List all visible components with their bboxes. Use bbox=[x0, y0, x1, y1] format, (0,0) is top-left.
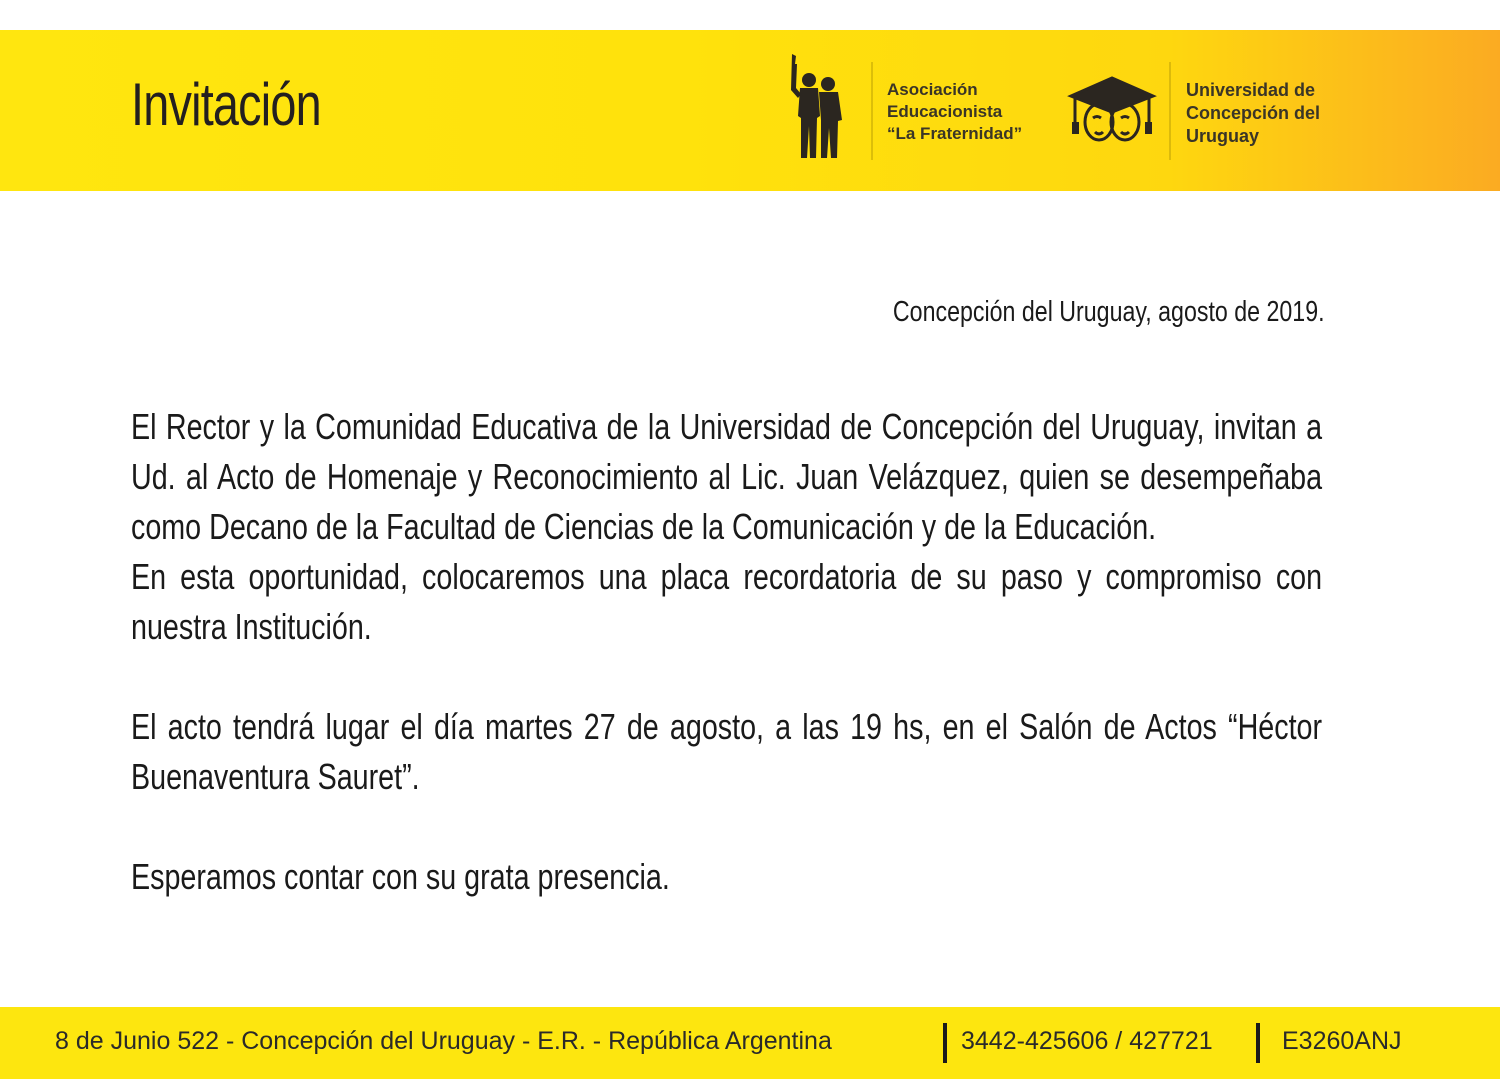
university-name bbox=[1186, 79, 1320, 148]
header-divider-2 bbox=[1169, 62, 1171, 160]
header-divider bbox=[871, 62, 873, 160]
letter-date: Concepción del Uruguay, agosto de 2019. bbox=[893, 296, 1325, 328]
letter-paragraph-4: Esperamos contar con su grata presencia. bbox=[131, 856, 670, 897]
university-line-3: Uruguay bbox=[1186, 126, 1260, 146]
letter-paragraph-2: En esta oportunidad, colocaremos una placa recordatoria de su paso y compromiso con nuestra Institución. bbox=[131, 556, 1323, 647]
footer-phone: 3442-425606 / 427721 bbox=[961, 1027, 1213, 1055]
letter-body bbox=[131, 402, 1322, 902]
footer-separator-2 bbox=[1256, 1023, 1260, 1063]
association-line-3: “La Fraternidad” bbox=[887, 124, 1023, 143]
footer-postal-code: E3260ANJ bbox=[1282, 1027, 1402, 1055]
footer-address: 8 de Junio 522 - Concepción del Uruguay - E.R. - República Argentina bbox=[55, 1027, 832, 1055]
association-line-2: Educacionista bbox=[887, 102, 1003, 121]
association-name bbox=[887, 79, 1022, 145]
footer-separator bbox=[943, 1023, 947, 1063]
letter-paragraph-3: El acto tendrá lugar el día martes 27 de agosto, a las 19 hs, en el Salón de Actos “Héctor Buenaventura Sauret”. bbox=[131, 706, 1323, 797]
letter-paragraph-1: El Rector y la Comunidad Educativa de la Universidad de Concepción del Uruguay, invitan a Ud. al Acto de Homenaje y Reconocimiento al Lic. Juan Velázquez, quien se desempeñaba como Decano de la Facultad de Ciencias de la Comunicación y de la Educación. bbox=[131, 406, 1323, 547]
association-line-1: Asociación bbox=[887, 80, 978, 99]
fraternidad-figures-logo-icon bbox=[782, 54, 852, 162]
page-title: Invitación bbox=[131, 71, 321, 138]
university-cap-faces-logo-icon bbox=[1067, 74, 1157, 144]
university-line-2: Concepción del bbox=[1186, 103, 1321, 123]
university-line-1: Universidad de bbox=[1186, 80, 1316, 100]
